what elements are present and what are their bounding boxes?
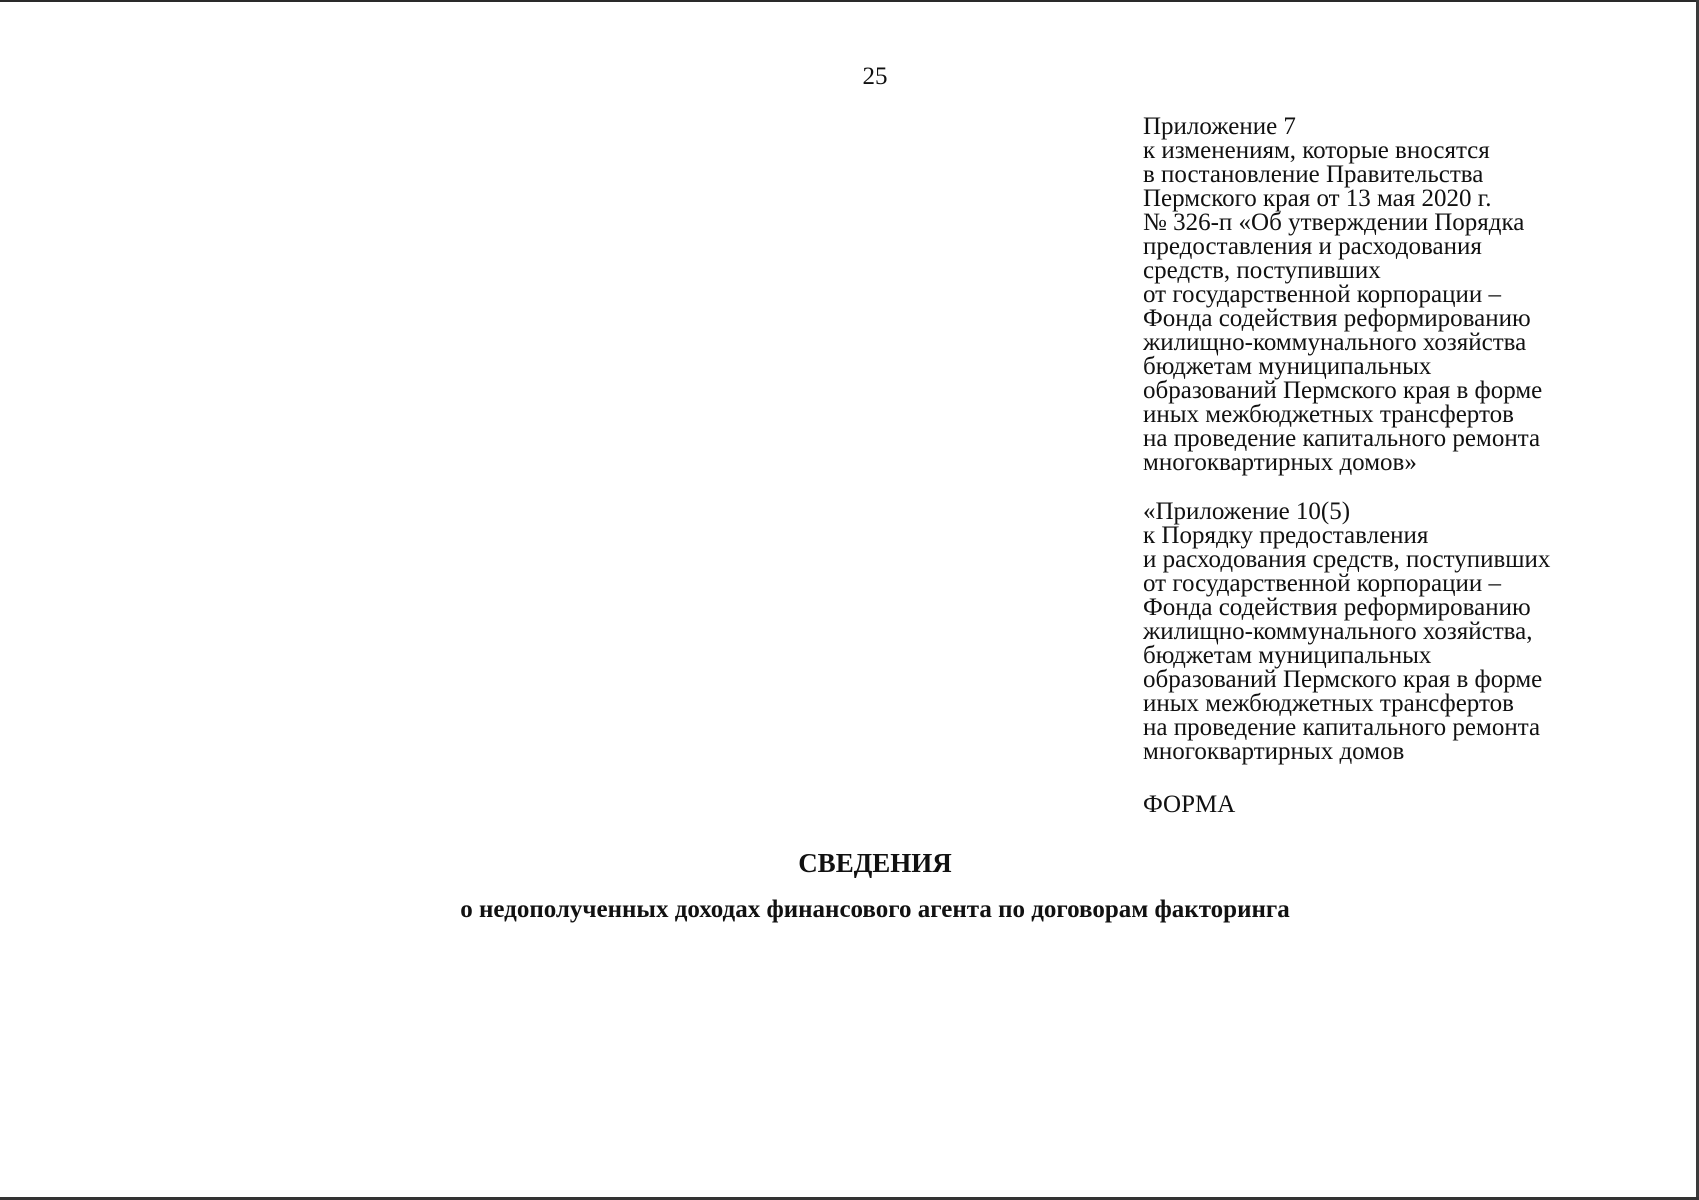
scan-edge-top bbox=[0, 0, 1699, 2]
document-subtitle: о недополученных доходах финансового агента по договорам факторинга bbox=[460, 896, 1290, 923]
appendix-7-line: Пермского края от 13 мая 2020 г. bbox=[1143, 185, 1492, 212]
appendix-7-line: иных межбюджетных трансфертов bbox=[1143, 401, 1514, 428]
appendix-7-line: бюджетам муниципальных bbox=[1143, 353, 1432, 380]
appendix-7-line: средств, поступивших bbox=[1143, 257, 1381, 284]
appendix-7-line: многоквартирных домов» bbox=[1143, 449, 1417, 476]
appendix-7-line: Приложение 7 bbox=[1143, 113, 1296, 140]
appendix-10-5-header bbox=[1143, 500, 1663, 764]
appendix-10-5-line: и расходования средств, поступивших bbox=[1143, 546, 1551, 573]
appendix-7-line: на проведение капитального ремонта bbox=[1143, 425, 1541, 452]
appendix-7-line: в постановление Правительства bbox=[1143, 161, 1484, 188]
appendix-10-5-line: Фонда содействия реформированию bbox=[1143, 594, 1531, 621]
appendix-7-line: предоставления и расходования bbox=[1143, 233, 1482, 260]
appendix-10-5-line: на проведение капитального ремонта bbox=[1143, 714, 1541, 741]
appendix-7-line: Фонда содействия реформированию bbox=[1143, 305, 1531, 332]
appendix-7-line: к изменениям, которые вносятся bbox=[1143, 137, 1490, 164]
appendix-7-header bbox=[1143, 115, 1663, 475]
page-number: 25 bbox=[862, 63, 888, 90]
appendix-7-line: от государственной корпорации – bbox=[1143, 281, 1502, 308]
document-title: СВЕДЕНИЯ bbox=[798, 848, 952, 878]
appendix-7-line: жилищно-коммунального хозяйства bbox=[1143, 329, 1527, 356]
appendix-10-5-line: бюджетам муниципальных bbox=[1143, 642, 1432, 669]
appendix-10-5-line: иных межбюджетных трансфертов bbox=[1143, 690, 1514, 717]
appendix-7-line: образований Пермского края в форме bbox=[1143, 377, 1543, 404]
form-label: ФОРМА bbox=[1143, 791, 1236, 818]
appendix-10-5-line: жилищно-коммунального хозяйства, bbox=[1143, 618, 1533, 645]
appendix-10-5-line: от государственной корпорации – bbox=[1143, 570, 1502, 597]
appendix-10-5-line: многоквартирных домов bbox=[1143, 738, 1405, 765]
appendix-10-5-line: образований Пермского края в форме bbox=[1143, 666, 1543, 693]
appendix-10-5-line: к Порядку предоставления bbox=[1143, 522, 1429, 549]
appendix-10-5-line: «Приложение 10(5) bbox=[1143, 498, 1351, 525]
appendix-7-line: № 326-п «Об утверждении Порядка bbox=[1143, 209, 1525, 236]
